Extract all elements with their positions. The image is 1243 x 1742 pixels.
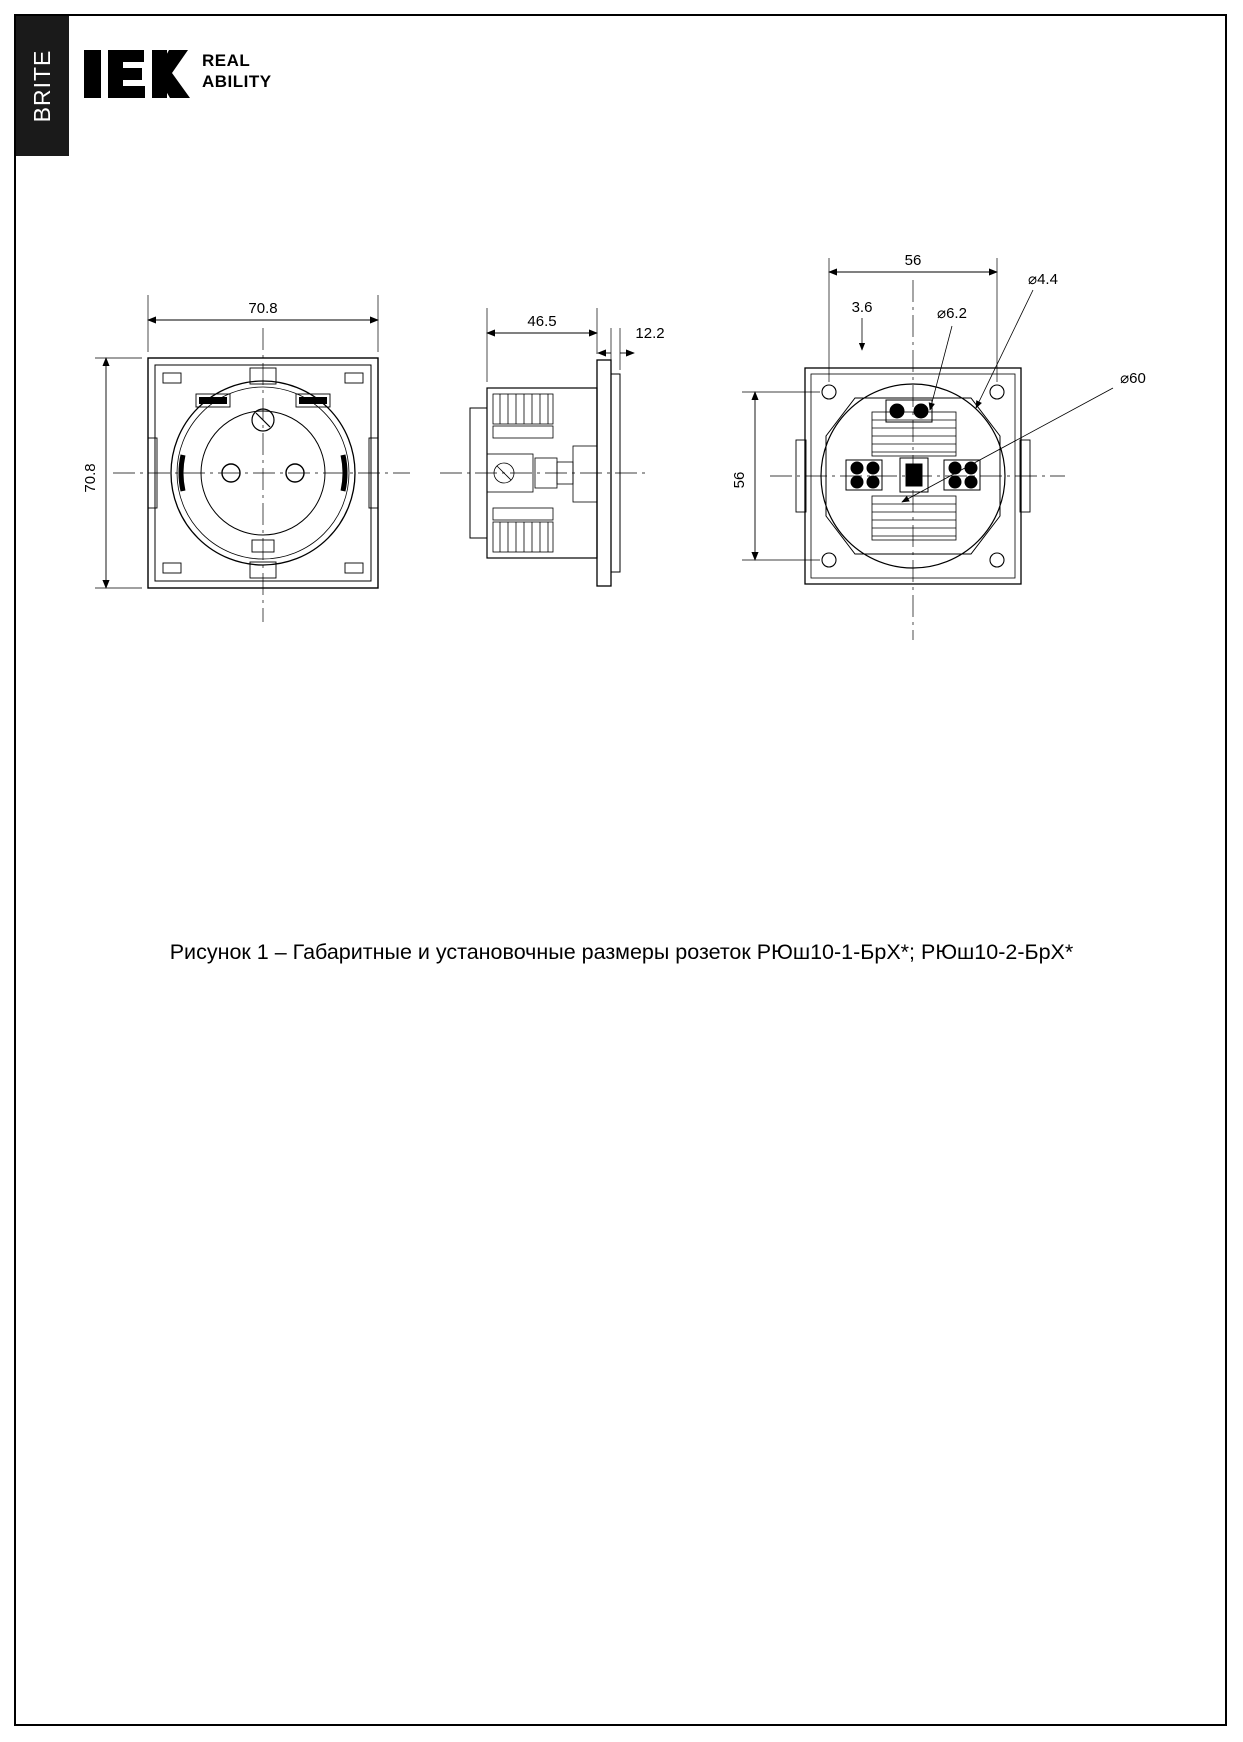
back-height-dim: 56 xyxy=(731,471,748,489)
back-width-dim: 56 xyxy=(904,252,922,269)
back-view-group xyxy=(731,252,1146,640)
logo-tagline-line2: ABILITY xyxy=(202,72,272,91)
back-hole-a-dim: ⌀6.2 xyxy=(937,305,967,322)
side-plate-thickness-dim: 12.2 xyxy=(635,325,665,342)
brand-tab xyxy=(16,16,69,156)
back-offset-dim: 3.6 xyxy=(851,299,873,316)
back-mount-circle-dim: ⌀60 xyxy=(1120,370,1146,387)
front-width-dim: 70.8 xyxy=(248,300,278,317)
front-height-dim: 70.8 xyxy=(82,463,99,493)
front-view-group xyxy=(82,295,410,622)
brand-tab-label: BRITE xyxy=(29,49,55,123)
technical-drawings xyxy=(0,240,1243,660)
back-hole-b-dim: ⌀4.4 xyxy=(1028,271,1058,288)
figure-caption: Рисунок 1 – Габаритные и установочные размеры розеток РЮш10-1-БрX*; РЮш10-2-БрX* xyxy=(169,940,1074,964)
logo xyxy=(84,42,324,112)
iek-wordmark-icon xyxy=(84,42,196,104)
side-depth-dim: 46.5 xyxy=(527,313,557,330)
logo-tagline xyxy=(202,50,272,92)
logo-tagline-line1: REAL xyxy=(202,51,251,70)
drawings-svg xyxy=(0,240,1243,660)
side-view-group xyxy=(440,308,665,586)
